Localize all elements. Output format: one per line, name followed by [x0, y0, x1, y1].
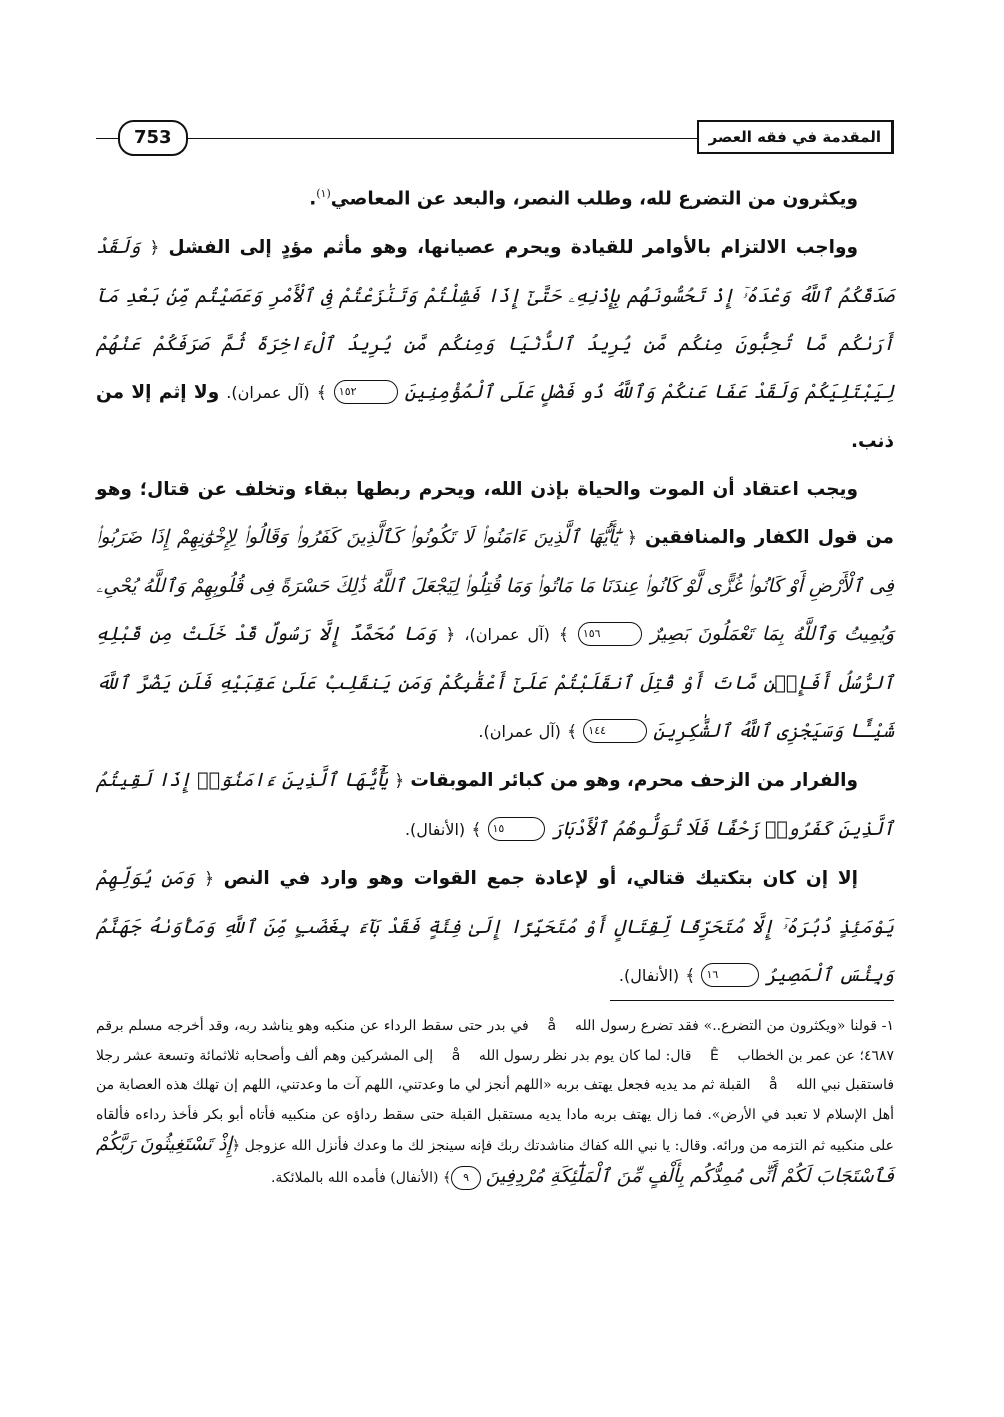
ayah-number-4: ١٥ — [488, 817, 546, 841]
footnote-separator — [610, 1000, 894, 1001]
main-text — [96, 170, 894, 1000]
footnote — [96, 1012, 894, 1193]
quran-verse-3: وَمَا مُحَمَّدٌ إِلَّا رَسُولٌ قَدْ خَلَتْ مِن قَبْلِهِ ٱلرُّسُلُ أَفَإِي۟ن مَّاتَ أَوْ قُتِلَ ٱنقَلَبْتُمْ عَلَىٰٓ أَعْقَٰبِكُمْ وَمَن يَنقَلِبْ عَلَىٰ عَقِبَيْهِ فَلَن يَضُرَّ ٱللَّهَ شَيْـًٔا وَسَيَجْزِى ٱللَّهُ ٱلشَّٰكِرِينَ — [96, 622, 894, 742]
ayah-number-5: ١٦ — [701, 963, 759, 987]
paragraph-4-lead: وهو من كبائر الموبقات — [410, 769, 621, 791]
paragraph-2-tail: ولا إثم إلا من ذنب. — [96, 381, 894, 452]
quran-verse-2: يَٰٓأَيُّهَا ٱلَّذِينَ ءَامَنُوا۟ لَا تَكُونُوا۟ كَٱلَّذِينَ كَفَرُوا۟ وَقَالُوا۟ لِإِخْوَٰنِهِمْ إِذَا ضَرَبُوا۟ فِى ٱلْأَرْضِ أَوْ كَانُوا۟ غُزًّى لَّوْ كَانُوا۟ عِندَنَا مَا مَاتُوا۟ وَمَا قُتِلُوا۟ لِيَجْعَلَ ٱللَّهُ ذَٰلِكَ حَسْرَةً فِى قُلُوبِهِمْ وَٱللَّهُ يُحْىِۦ وَيُمِيتُ وَٱللَّهُ بِمَا تَعْمَلُونَ بَصِيرٌ — [96, 525, 895, 645]
footnote-ref[interactable]: (١) — [316, 187, 331, 200]
footnote-quran-verse: إِذْ تَسْتَغِيثُونَ رَبَّكُمْ فَٱسْتَجَابَ لَكُمْ أَنِّى مُمِدُّكُم بِأَلْفٍ مِّنَ ٱلْمَلَٰٓئِكَةِ مُرْدِفِينَ — [96, 1133, 894, 1187]
ayah-number-3: ١٤٤ — [583, 719, 647, 743]
paragraph-3: ويجب اعتقاد أن الموت والحياة بإذن الله، ويحرم ربطها ببقاء وتخلف عن قتال؛ وهو من قول الكفار والمنافقين ﴿ يَٰٓأَيُّهَا ٱلَّذِينَ ءَامَنُوا۟ لَا تَكُونُوا۟ كَٱلَّذِينَ كَفَرُوا۟ وَقَالُوا۟ لِإِخْوَٰنِهِمْ إِذَا ضَرَبُوا۟ فِى ٱلْأَرْضِ أَوْ كَانُوا۟ غُزًّى لَّوْ كَانُوا۟ عِندَنَا مَا مَاتُوا۟ وَمَا قُتِلُوا۟ لِيَجْعَلَ ٱللَّهُ ذَٰلِكَ حَسْرَةً فِى قُلُوبِهِمْ وَٱللَّهُ يُحْىِۦ وَيُمِيتُ وَٱللَّهُ بِمَا تَعْمَلُونَ بَصِيرٌ ١٥٦ ﴾ (آل عمران)، ﴿ وَمَا مُحَمَّدٌ إِلَّا رَسُولٌ قَدْ خَلَتْ مِن قَبْلِهِ ٱلرُّسُلُ أَفَإِي۟ن مَّاتَ أَوْ قُتِلَ ٱنقَلَبْتُمْ عَلَىٰٓ أَعْقَٰبِكُمْ وَمَن يَنقَلِبْ عَلَىٰ عَقِبَيْهِ فَلَن يَضُرَّ ٱللَّهَ شَيْـًٔا وَسَيَجْزِى ٱللَّهُ ٱلشَّٰكِرِينَ ١٤٤ ﴾ (آل عمران). — [96, 478, 895, 742]
paragraph-4-bold: والفرار من الزحف محرم، — [626, 769, 859, 791]
quran-close-bracket: ﴾ — [316, 382, 327, 403]
footnote-1: ١- قولنا «ويكثرون من التضرع..» فقد تضرع رسول الله å في بدر حتى سقط الرداء عن منكبه وهو يناشد ربه، وقد أخرجه مسلم برقم ٤٦٨٧؛ عن عمر بن الخطاب Ê قال: لما كان يوم بدر نظر رسول الله å إلى المشركين وهم ألف وأصحابه ثلاثمائة وتسعة عشر رجلا فاستقبل نبي الله å القبلة ثم مد يديه فجعل يهتف بربه «اللهم أنجز لي ما وعدتني، اللهم آت ما وعدتني، اللهم إن تهلك هذه العصابة من أهل الإسلام لا تعبد في الأرض». فما زال يهتف بربه مادا يديه مستقبل القبلة حتى سقط رداؤه عن منكبيه فأتاه أبو بكر فأخذ رداءه فألقاه على منكبيه ثم التزمه من ورائه. وقال: يا نبي الله كفاك مناشدتك ربك فإنه سينجز لك ما وعدك فأنزل الله عزوجل ﴿إِذْ تَسْتَغِيثُونَ رَبَّكُمْ فَٱسْتَجَابَ لَكُمْ أَنِّى مُمِدُّكُم بِأَلْفٍ مِّنَ ٱلْمَلَٰٓئِكَةِ مُرْدِفِينَ ٩﴾ (الأنفال) فأمده الله بالملائكة. — [96, 1012, 894, 1193]
paragraph-1-text: ويكثرون من التضرع لله، وطلب النصر، والبعد عن المعاصي — [330, 188, 858, 210]
salutation-glyph: å — [451, 1047, 461, 1064]
salutation-glyph: å — [547, 1018, 557, 1034]
page-header — [96, 118, 894, 158]
paragraph-4: والفرار من الزحف محرم، وهو من كبائر الموبقات ﴿ يَٰٓأَيُّهَا ٱلَّذِينَ ءَامَنُوٓا۟ إِذَا لَقِيتُمُ ٱلَّذِينَ كَفَرُوا۟ زَحْفًا فَلَا تُوَلُّوهُمُ ٱلْأَدْبَارَ ١٥ ﴾ (الأنفال). — [96, 768, 894, 840]
radiallah-glyph: Ê — [710, 1047, 719, 1064]
paragraph-5: إلا إن كان بتكتيك قتالي، أو لإعادة جمع القوات وهو وارد في النص ﴿ وَمَن يُوَلِّهِمْ يَوْمَئِذٍ دُبُرَهُۥٓ إِلَّا مُتَحَرِّفًا لِّقِتَالٍ أَوْ مُتَحَيِّزًا إِلَىٰ فِئَةٍ فَقَدْ بَآءَ بِغَضَبٍ مِّنَ ٱللَّهِ وَمَأْوَىٰهُ جَهَنَّمُ وَبِئْسَ ٱلْمَصِيرُ ١٦ ﴾ (الأنفال). — [96, 866, 894, 986]
verse-source-4: (الأنفال). — [404, 819, 466, 839]
ayah-number-1: ١٥٢ — [334, 380, 398, 404]
verse-source-5: (الأنفال). — [618, 965, 680, 985]
book-title: المقدمة في فقه العصر — [697, 120, 894, 154]
verse-source-1: (آل عمران). — [226, 382, 310, 402]
paragraph-3-lead: ويجب اعتقاد أن الموت والحياة بإذن الله، ويحرم ربطها ببقاء وتخلف عن قتال؛ وهو من قول الكفار والمنافقين — [96, 478, 894, 548]
salutation-glyph: å — [769, 1077, 778, 1093]
paragraph-5-lead: إلا إن كان بتكتيك قتالي، أو لإعادة جمع القوات وهو وارد في النص — [223, 867, 858, 889]
ayah-number-2: ١٥٦ — [578, 622, 642, 646]
paragraph-1: ويكثرون من التضرع لله، وطلب النصر، والبعد عن المعاصي$^{(١)}$. — [309, 187, 858, 210]
quran-verse-1: وَلَقَدْ صَدَقَكُمُ ٱللَّهُ وَعْدَهُۥٓ إِذْ تَحُسُّونَهُم بِإِذْنِهِۦ حَتَّىٰٓ إِذَا فَشِلْتُمْ وَتَنَٰزَعْتُمْ فِى ٱلْأَمْرِ وَعَصَيْتُم مِّنۢ بَعْدِ مَآ أَرَىٰكُم مَّا تُحِبُّونَ مِنكُم مَّن يُرِيدُ ٱلدُّنْيَا وَمِنكُم مَّن يُرِيدُ ٱلْءَاخِرَةَ ثُمَّ صَرَفَكُمْ عَنْهُمْ لِيَبْتَلِيَكُمْ وَلَقَدْ عَفَا عَنكُمْ وَٱللَّهُ ذُو فَضْلٍ عَلَى ٱلْمُؤْمِنِينَ — [96, 235, 894, 403]
quran-open-bracket: ﴿ — [149, 237, 160, 258]
quran-verse-4: يَٰٓأَيُّهَا ٱلَّذِينَ ءَامَنُوٓا۟ إِذَا لَقِيتُمُ ٱلَّذِينَ كَفَرُوا۟ زَحْفًا فَلَا تُوَلُّوهُمُ ٱلْأَدْبَارَ — [96, 768, 894, 840]
paragraph-2 — [96, 223, 894, 465]
quran-verse-5: وَمَن يُوَلِّهِمْ يَوْمَئِذٍ دُبُرَهُۥٓ إِلَّا مُتَحَرِّفًا لِّقِتَالٍ أَوْ مُتَحَيِّزًا إِلَىٰ فِئَةٍ فَقَدْ بَآءَ بِغَضَبٍ مِّنَ ٱللَّهِ وَمَأْوَىٰهُ جَهَنَّمُ وَبِئْسَ ٱلْمَصِيرُ — [96, 866, 894, 986]
verse-source-2: (آل عمران)، — [464, 624, 550, 644]
footnote-ayah-number: ٩ — [451, 1166, 481, 1190]
page-number: 753 — [118, 120, 188, 156]
verse-source-3: (آل عمران). — [478, 721, 561, 741]
paragraph-2-lead: وواجب الالتزام بالأوامر للقيادة ويحرم عصيانها، وهو مأثم مؤدٍ إلى الفشل — [168, 236, 858, 258]
